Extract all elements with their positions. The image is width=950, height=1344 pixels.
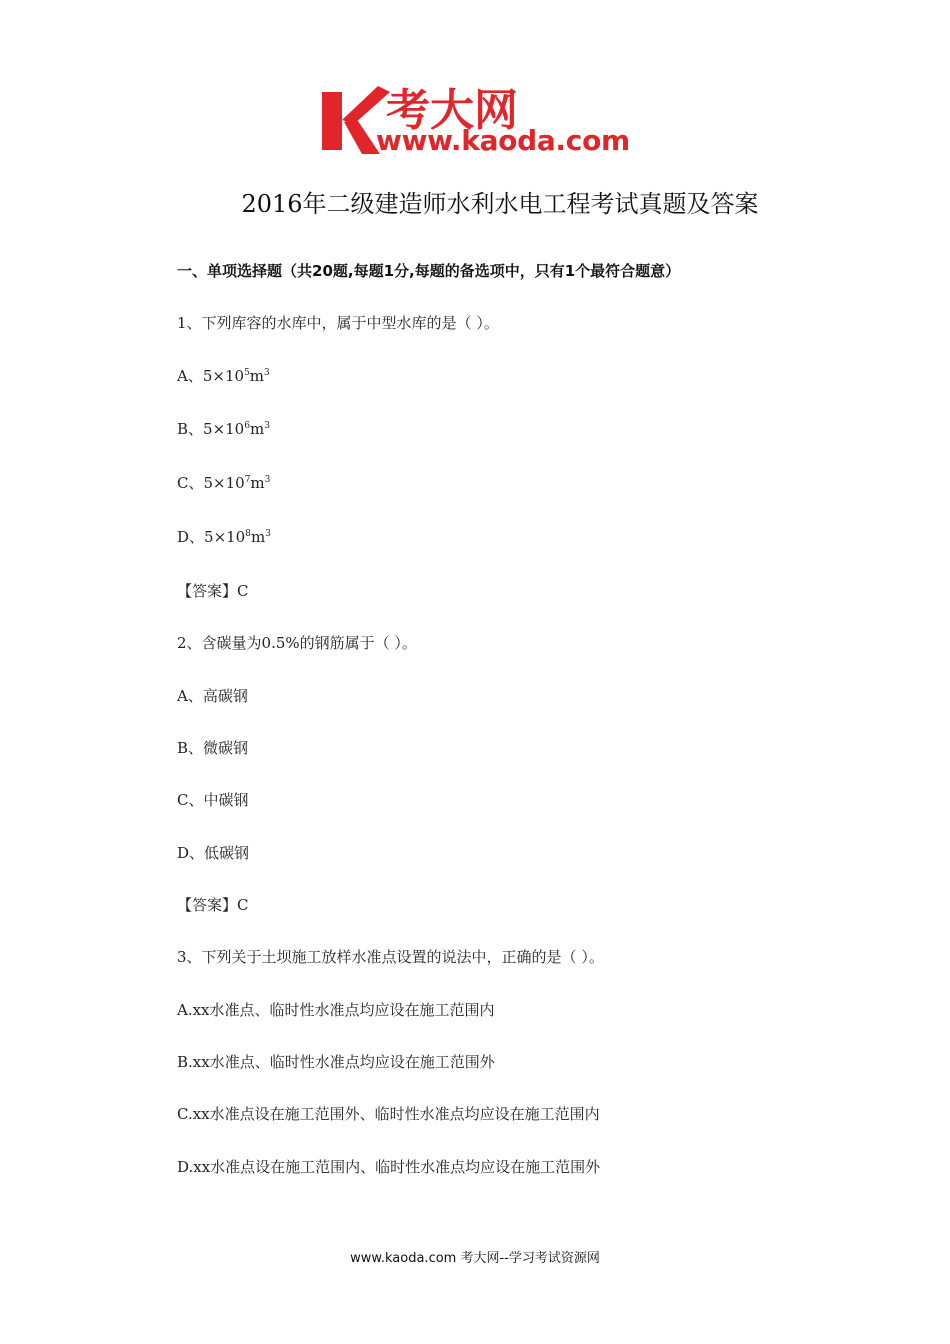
logo-chinese-text: 考大网 xyxy=(386,85,518,136)
question-1-option-c: C、$5\times 10^7m^3$ xyxy=(177,474,271,492)
section-heading: 一、单项选择题（共20题,每题1分,每题的备选项中，只有1个最符合题意） xyxy=(177,262,681,280)
question-3-option-d: D.xx水准点设在施工范围内、临时性水准点均应设在施工范围外 xyxy=(177,1158,601,1176)
question-3-stem: 3、下列关于土坝施工放样水准点设置的说法中，正确的是（ ）。 xyxy=(177,948,604,966)
page-footer: www.kaoda.com 考大网--学习考试资源网 xyxy=(350,1251,600,1266)
question-1-option-b: B、$5\times 10^6m^3$ xyxy=(177,420,270,438)
question-2-option-d: D、低碳钢 xyxy=(177,844,250,862)
question-3-option-b: B.xx水准点、临时性水准点均应设在施工范围外 xyxy=(177,1053,495,1071)
question-2-answer: 【答案】C xyxy=(177,896,249,914)
question-1-option-a: A、$5\times 10^5m^3$ xyxy=(177,367,270,385)
question-3-option-c: C.xx水准点设在施工范围外、临时性水准点均应设在施工范围内 xyxy=(177,1105,600,1123)
question-3-option-a: A.xx水准点、临时性水准点均应设在施工范围内 xyxy=(177,1001,495,1019)
question-2-option-b: B、微碳钢 xyxy=(177,739,249,757)
question-1-answer: 【答案】C xyxy=(177,582,249,600)
question-2-option-c: C、中碳钢 xyxy=(177,791,249,809)
question-2-stem: 2、含碳量为0.5%的钢筋属于（ ）。 xyxy=(177,634,417,652)
question-1-option-d: D、$5\times 10^8m^3$ xyxy=(177,528,271,546)
logo-url-text: www.kaoda.com xyxy=(376,124,630,157)
question-2-option-a: A、高碳钢 xyxy=(177,687,248,705)
question-1-stem: 1、下列库容的水库中，属于中型水库的是（ ）。 xyxy=(177,314,499,332)
site-logo[interactable] xyxy=(320,80,638,164)
document-title: 2016年二级建造师水利水电工程考试真题及答案 xyxy=(241,190,759,218)
